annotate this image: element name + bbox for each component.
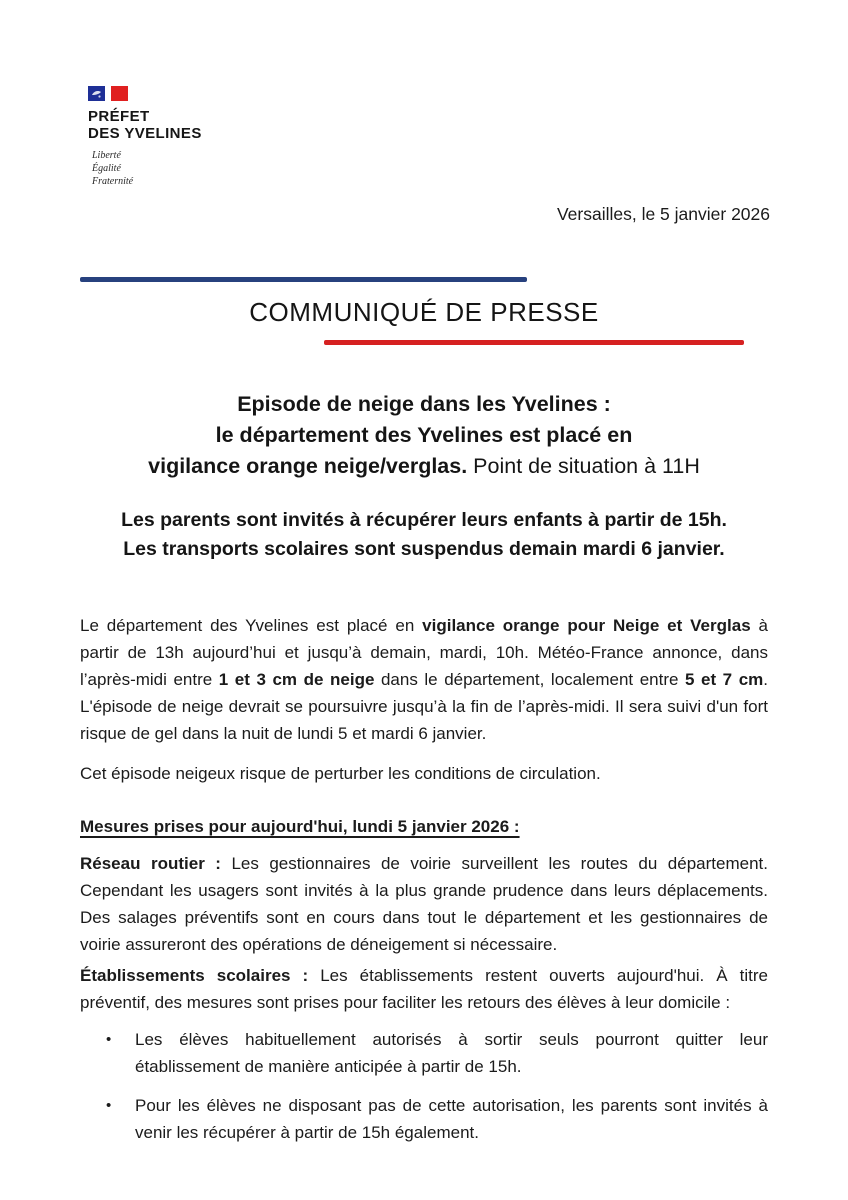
- bullet-icon: •: [106, 1097, 112, 1114]
- motto-egalite: Égalité: [92, 163, 121, 174]
- subheadline: [0, 506, 848, 564]
- headline-line3: [0, 451, 848, 482]
- schools-text: Les établissements restent ouverts aujourd'hui. À titre préventif, des mesures sont prises pour faciliter les retours des élèves à leur domicile :: [80, 966, 769, 1012]
- road-label: Réseau routier :: [80, 854, 221, 873]
- measures-heading: Mesures prises pour aujourd'hui, lundi 5 janvier 2026 :: [80, 817, 520, 836]
- p1-seg5: dans le département, localement entre: [374, 670, 685, 689]
- bullet-icon: •: [106, 1031, 112, 1048]
- headline-line1: Episode de neige dans les Yvelines :: [237, 392, 611, 416]
- p1-seg2-bold: vigilance orange pour Neige et Verglas: [422, 616, 751, 635]
- list-item-text: Les élèves habituellement autorisés à sortir seuls pourront quitter leur établissement de manière anticipée à partir de 15h.: [135, 1030, 768, 1076]
- press-release-title: COMMUNIQUÉ DE PRESSE: [249, 297, 599, 327]
- paragraph-circulation: Cet épisode neigeux risque de perturber les conditions de circulation.: [80, 764, 601, 783]
- paragraph-vigilance: [80, 612, 768, 747]
- list-item: [80, 1026, 768, 1080]
- p1-seg7: . L'épisode de neige devrait se poursuivre jusqu’à la fin de l’après-midi. Il sera suivi d'un fort risque de gel dans la nuit de lundi 5 et mardi 6 janvier.: [80, 670, 769, 743]
- subheadline-line2: Les transports scolaires sont suspendus demain mardi 6 janvier.: [123, 538, 725, 560]
- logo-motto: [92, 149, 202, 188]
- p1-seg4-bold: 1 et 3 cm de neige: [218, 670, 375, 689]
- headline: [0, 389, 848, 482]
- paragraph-schools: [80, 962, 768, 1016]
- p1-seg3: à partir de 13h aujourd’hui et jusqu’à demain, mardi, 10h. Météo-France annonce, dans l’après-midi entre: [80, 616, 768, 689]
- subheadline-line1: Les parents sont invités à récupérer leurs enfants à partir de 15h.: [121, 509, 727, 531]
- motto-liberte: Liberté: [92, 150, 121, 161]
- headline-line3-regular: Point de situation à 11H: [467, 454, 700, 478]
- logo-title-line2: DES YVELINES: [88, 125, 202, 142]
- list-item: [80, 1092, 768, 1146]
- headline-line3-bold: vigilance orange neige/verglas.: [148, 454, 468, 478]
- road-text: Les gestionnaires de voirie surveillent les routes du département. Cependant les usagers sont invités à la plus grande prudence dans leurs déplacements. Des salages préventifs sont en cours dans tout le département et les gestionnaires de voirie assureront des opérations de déneigement si nécessaire.: [80, 854, 768, 954]
- p1-seg6-bold: 5 et 7 cm: [685, 670, 764, 689]
- headline-line2: le département des Yvelines est placé en: [215, 423, 633, 447]
- motto-fraternite: Fraternité: [92, 176, 134, 187]
- measures-list: [80, 1026, 768, 1146]
- list-item-text: Pour les élèves ne disposant pas de cette autorisation, les parents sont invités à venir les récupérer à partir de 15h également.: [135, 1096, 768, 1142]
- prefecture-logo: [88, 86, 202, 188]
- french-flag-icon: [88, 86, 128, 102]
- schools-label: Établissements scolaires :: [80, 966, 309, 985]
- paragraph-road-network: [80, 850, 768, 958]
- body-content: [80, 612, 768, 1146]
- banner-rule-red: [324, 340, 744, 345]
- p1-seg1: Le département des Yvelines est placé en: [80, 616, 423, 635]
- logo-title-line1: PRÉFET: [88, 108, 150, 125]
- banner-rule-blue: [80, 277, 527, 282]
- dateline: Versailles, le 5 janvier 2026: [556, 204, 770, 224]
